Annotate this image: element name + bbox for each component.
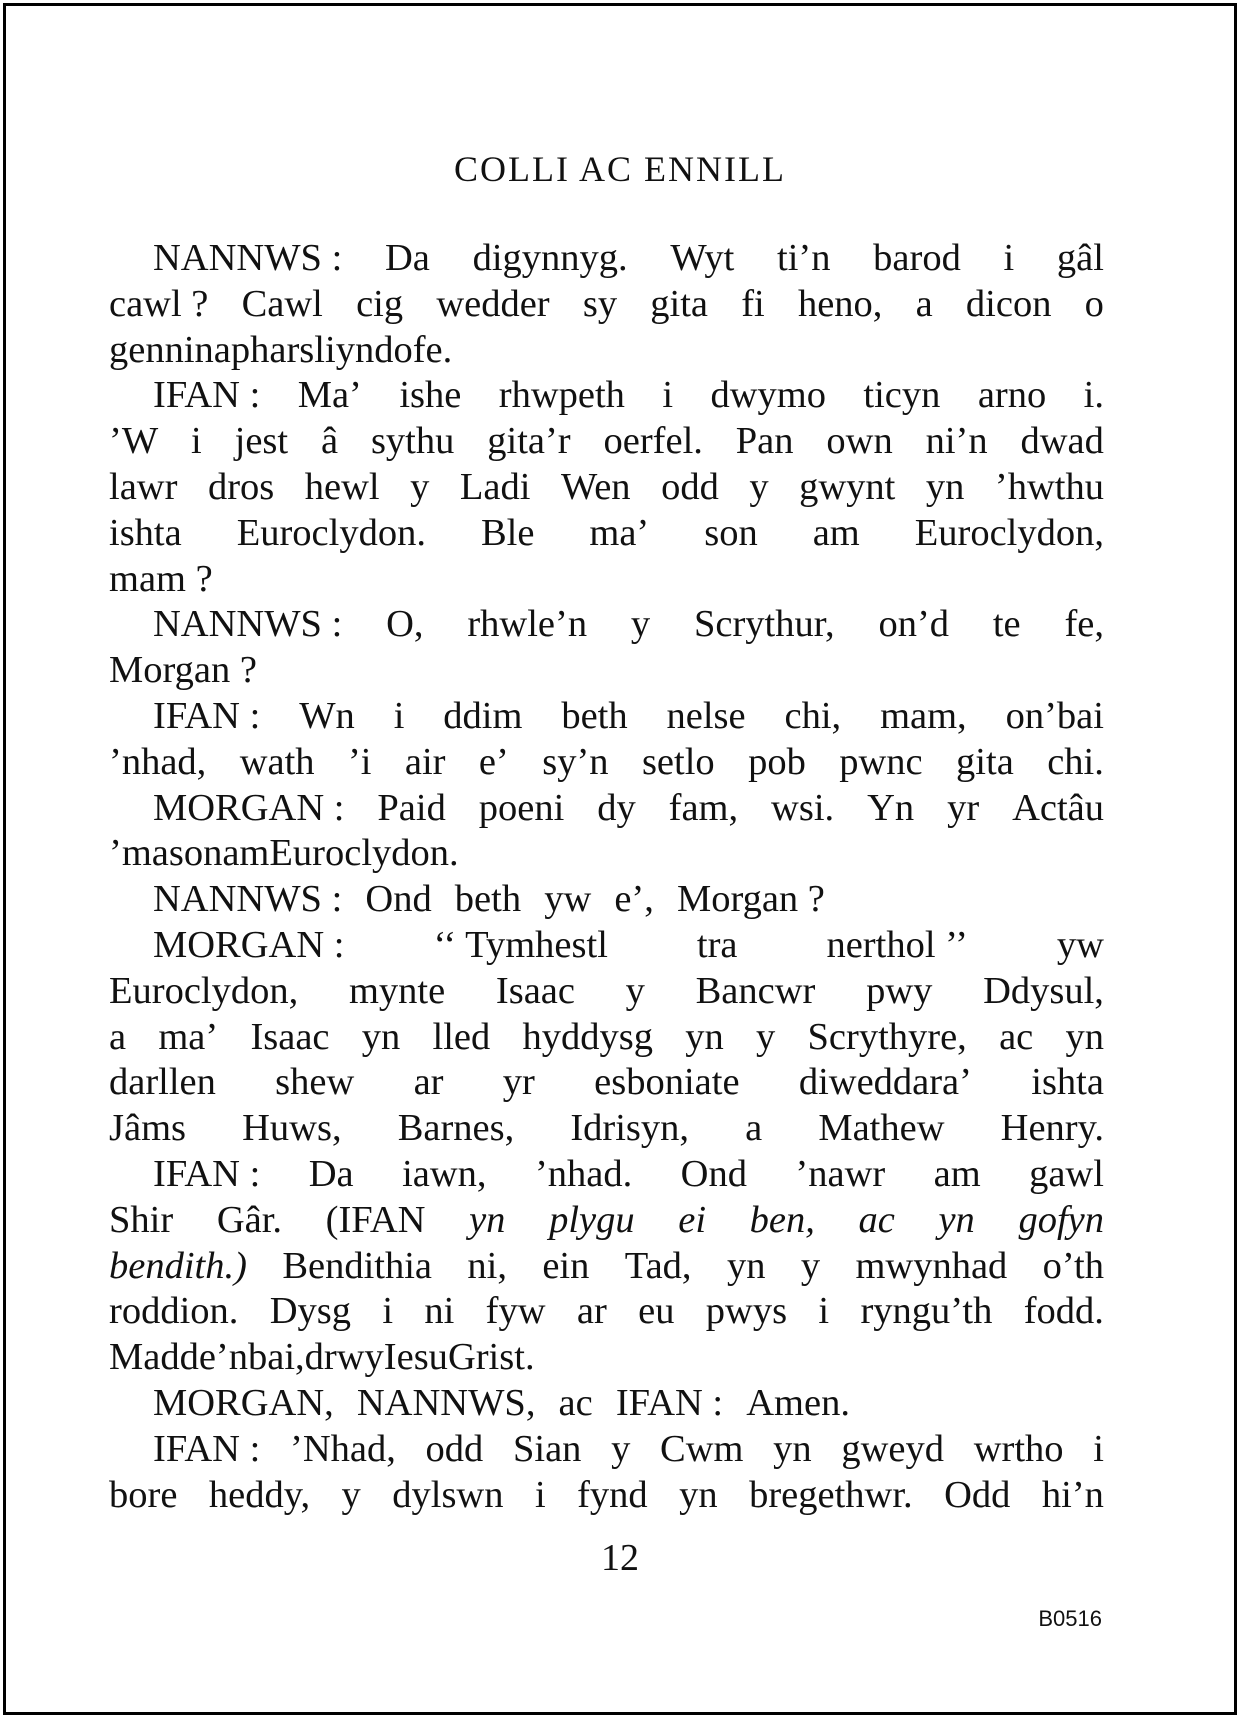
word: am (812, 511, 860, 554)
word: ’Nhad, (290, 1427, 396, 1470)
word: Tad, (624, 1244, 692, 1287)
word: gita (650, 282, 709, 325)
word: i (818, 1290, 830, 1333)
word: a (213, 328, 231, 371)
word: ticyn (863, 374, 941, 417)
word: IFAN : (153, 1152, 261, 1195)
word: am (933, 1152, 981, 1195)
word: nerthol ’’ (826, 923, 968, 966)
word: ni, (467, 1244, 507, 1287)
word: mam ? (109, 557, 213, 600)
word: cig (356, 282, 404, 325)
word: ’ma (109, 832, 169, 875)
word: Da (308, 1152, 354, 1195)
word: gwynt (799, 465, 896, 508)
word: digynnyg. (472, 237, 628, 279)
word: i (662, 374, 674, 417)
word: gâl (1056, 237, 1104, 279)
word: ac (858, 1198, 895, 1241)
text-line (109, 1473, 1104, 1519)
word: IFAN : (153, 694, 261, 737)
word: bendith.) (109, 1244, 247, 1287)
word: pob (748, 740, 806, 783)
word: Ddysul, (983, 969, 1104, 1012)
page-number: 12 (601, 1537, 639, 1579)
word: dylswn (392, 1473, 504, 1516)
catalog-code: B0516 (1038, 1606, 1102, 1631)
word: gennin (109, 328, 214, 371)
word: O, (386, 603, 424, 646)
word: Morgan ? (676, 878, 825, 921)
word: beth (454, 878, 522, 921)
word: Idrisyn, (570, 1107, 690, 1150)
word: pharsli (230, 328, 336, 371)
word: i (393, 694, 405, 737)
word: air (404, 740, 446, 783)
word: pwys (705, 1290, 788, 1333)
word: Madde’n (109, 1336, 248, 1379)
word: yn (773, 1427, 812, 1470)
text-line (109, 694, 1104, 740)
word: y (800, 1244, 821, 1287)
word: yr (947, 786, 980, 829)
word: IFAN : (153, 1427, 261, 1470)
word: esboniate (594, 1061, 740, 1104)
word: Amen. (746, 1381, 850, 1424)
word: Scrythyre, (807, 1015, 967, 1058)
word: ar (413, 1061, 444, 1104)
word: ac (999, 1015, 1034, 1058)
word: odd (661, 465, 719, 508)
word: yndo (335, 328, 413, 371)
word: Jâms (109, 1107, 186, 1150)
word: y (410, 465, 430, 508)
word: own (826, 420, 893, 463)
word: fam, (668, 786, 739, 829)
word: iawn, (402, 1152, 487, 1195)
word: sy’n (542, 740, 609, 783)
word: lled (432, 1015, 491, 1058)
word: dros (207, 465, 275, 508)
word: dwad (1020, 420, 1104, 463)
word: NANNWS, (356, 1381, 536, 1424)
word: y (625, 969, 645, 1012)
word: Sian (512, 1427, 582, 1470)
word: Cwm (660, 1427, 744, 1470)
word: Gâr. (216, 1198, 283, 1241)
text-line (109, 969, 1104, 1015)
word: NANNWS : (153, 603, 343, 646)
word: ni (424, 1290, 455, 1333)
word: NANNWS : (153, 237, 343, 279)
word: IFAN : (153, 374, 261, 417)
word: fodd. (1023, 1290, 1104, 1333)
word: Ond (365, 878, 432, 921)
word: Morgan ? (109, 649, 257, 692)
word: ’nhad. (534, 1152, 633, 1195)
word: yr (502, 1061, 535, 1104)
word: chi, (784, 694, 842, 737)
text-line (109, 831, 1104, 877)
word: a (109, 1015, 127, 1058)
text-line (109, 465, 1104, 511)
text-line (109, 1060, 1104, 1106)
word: i (1003, 237, 1015, 279)
word: a (745, 1107, 763, 1150)
word: gofyn (1018, 1198, 1104, 1241)
word: hi’n (1041, 1473, 1104, 1516)
word: pwy (866, 969, 933, 1012)
word: i. (1083, 374, 1104, 417)
word: Ladi (459, 465, 531, 508)
word: Actâu (1012, 786, 1104, 829)
word: beth (561, 694, 628, 737)
word: Euroclydon, (914, 511, 1104, 554)
word: gita (956, 740, 1014, 783)
word: diweddara’ (798, 1061, 972, 1104)
play-text (109, 236, 1104, 1518)
word: lawr (109, 465, 178, 508)
text-line (109, 282, 1104, 328)
word: Da (384, 237, 430, 279)
word: y (756, 1015, 776, 1058)
word: chi. (1047, 740, 1104, 783)
word: a (915, 282, 933, 325)
word: gita’r (487, 420, 571, 463)
word: Yn (867, 786, 915, 829)
word: pwnc (839, 740, 923, 783)
word: ben, (749, 1198, 815, 1241)
text-line (109, 877, 1104, 923)
word: fyw (485, 1290, 546, 1333)
word: y (341, 1473, 361, 1516)
word: Ma’ (297, 374, 362, 417)
word: am (222, 832, 270, 875)
word: i (382, 1290, 394, 1333)
word: Iesu (383, 1336, 448, 1379)
text-line (109, 1381, 1104, 1427)
word: wrtho (973, 1427, 1064, 1470)
word: sy (582, 282, 618, 325)
word: Isaac (495, 969, 575, 1012)
word: yn (685, 1015, 724, 1058)
word: Scrythur, (693, 603, 835, 646)
word: ei (678, 1198, 707, 1241)
word: i (1093, 1427, 1104, 1470)
word: ein (542, 1244, 590, 1287)
word: bore (109, 1473, 178, 1516)
text-line (109, 602, 1104, 648)
word: yn (938, 1198, 975, 1241)
text-line (109, 786, 1104, 832)
word: MORGAN : (153, 923, 345, 966)
text-line (109, 1335, 1104, 1381)
word: setlo (641, 740, 715, 783)
word: Wyt (670, 237, 735, 279)
word: gweyd (841, 1427, 945, 1470)
word: yn (361, 1015, 401, 1058)
word: ni’n (925, 420, 988, 463)
word: tra (696, 923, 738, 966)
word: te (992, 603, 1021, 646)
word: o’th (1042, 1244, 1104, 1287)
word: Paid (377, 786, 446, 829)
word: ishta (1031, 1061, 1104, 1104)
word: ‘‘ Tymhestl (433, 923, 608, 966)
word: mwynhad (855, 1244, 1008, 1287)
word: yw (544, 878, 592, 921)
word: Dysg (269, 1290, 352, 1333)
word: eu (638, 1290, 675, 1333)
word: fe, (1064, 603, 1104, 646)
text-line (109, 1015, 1104, 1061)
word: jest (234, 420, 289, 463)
word: Isaac (250, 1015, 330, 1058)
word: hewl (304, 465, 380, 508)
text-line (109, 557, 1104, 603)
word: fe. (412, 328, 453, 371)
word: ddim (443, 694, 523, 737)
text-line (109, 1427, 1104, 1473)
word: rhwle’n (467, 603, 588, 646)
word: Ond (680, 1152, 747, 1195)
word: dy (597, 786, 636, 829)
word: son (704, 511, 758, 554)
text-line (109, 1152, 1104, 1198)
word: ryngu’th (860, 1290, 993, 1333)
word: drwy (304, 1336, 384, 1379)
word: Barnes, (397, 1107, 515, 1150)
word: yn (925, 465, 965, 508)
word: ’nawr (795, 1152, 886, 1195)
word: ’i (347, 740, 372, 783)
word: ma’ (589, 511, 650, 554)
text-line (109, 923, 1104, 969)
word: heddy, (208, 1473, 311, 1516)
word: yn (469, 1198, 506, 1241)
word: Euroclydon. (269, 832, 459, 875)
text-line (109, 236, 1104, 282)
word: dicon (965, 282, 1052, 325)
word: hyddysg (522, 1015, 653, 1058)
word: ar (576, 1290, 607, 1333)
word: MORGAN : (153, 786, 345, 829)
text-line (109, 1289, 1104, 1335)
text-line (109, 419, 1104, 465)
word: arno (977, 374, 1047, 417)
word: NANNWS : (153, 878, 343, 921)
word: Mathew (818, 1107, 945, 1150)
word: â (320, 420, 339, 463)
text-line (109, 740, 1104, 786)
word: sythu (370, 420, 455, 463)
word: heno, (797, 282, 883, 325)
word: i (191, 420, 202, 463)
word: ’hwthu (994, 465, 1104, 508)
word: Bendithia (282, 1244, 433, 1287)
page-title: COLLI AC ENNILL (454, 149, 786, 189)
word: wsi. (771, 786, 835, 829)
page-border (3, 3, 1237, 1715)
text-line (109, 373, 1104, 419)
word: dwymo (710, 374, 826, 417)
word: yn (679, 1473, 718, 1516)
word: Pan (735, 420, 794, 463)
word: fi (741, 282, 765, 325)
word: Bancwr (695, 969, 816, 1012)
word: ma’ (158, 1015, 219, 1058)
word: yn (1065, 1015, 1104, 1058)
word: (IFAN (325, 1198, 426, 1241)
word: mam, (880, 694, 967, 737)
word: cawl ? (109, 282, 209, 325)
word: on’bai (1005, 694, 1104, 737)
word: ac (558, 1381, 593, 1424)
word: wedder (436, 282, 550, 325)
word: i (534, 1473, 546, 1516)
word: fynd (577, 1473, 648, 1516)
text-line (109, 328, 1104, 374)
word: son (168, 832, 223, 875)
word: Grist. (447, 1336, 535, 1379)
word: Huws, (242, 1107, 342, 1150)
text-line (109, 1198, 1104, 1244)
word: ishe (399, 374, 462, 417)
word: plygu (549, 1198, 635, 1241)
text-line (109, 1106, 1104, 1152)
word: wath (239, 740, 315, 783)
word: Ble (480, 511, 535, 554)
word: Shir (109, 1198, 174, 1241)
word: Euroclydon, (109, 969, 299, 1012)
word: yn (726, 1244, 766, 1287)
word: barod (873, 237, 961, 279)
word: ’nhad, (109, 740, 207, 783)
word: Euroclydon. (236, 511, 426, 554)
word: o (1084, 282, 1104, 325)
word: y (611, 1427, 631, 1470)
word: y (630, 603, 651, 646)
word: yw (1056, 923, 1104, 966)
text-line (109, 648, 1104, 694)
word: shew (275, 1061, 355, 1104)
word: ’W (109, 420, 159, 463)
word: rhwpeth (498, 374, 625, 417)
word: bai, (247, 1336, 305, 1379)
word: poeni (478, 786, 565, 829)
word: ti’n (777, 237, 831, 279)
word: y (749, 465, 769, 508)
text-line (109, 1244, 1104, 1290)
word: ishta (109, 511, 182, 554)
word: e’, (614, 878, 654, 921)
word: bregethwr. (749, 1473, 913, 1516)
word: Wn (299, 694, 355, 737)
word: Cawl (241, 282, 323, 325)
word: nelse (666, 694, 746, 737)
word: darllen (109, 1061, 216, 1104)
word: IFAN : (615, 1381, 724, 1424)
word: on’d (878, 603, 950, 646)
word: Odd (944, 1473, 1011, 1516)
word: MORGAN, (153, 1381, 334, 1424)
word: odd (425, 1427, 484, 1470)
word: Henry. (1000, 1107, 1104, 1150)
word: Wen (560, 465, 631, 508)
word: gawl (1029, 1152, 1104, 1195)
word: mynte (348, 969, 446, 1012)
word: e’ (478, 740, 509, 783)
word: roddion. (109, 1290, 239, 1333)
text-line (109, 511, 1104, 557)
word: oerfel. (603, 420, 703, 463)
